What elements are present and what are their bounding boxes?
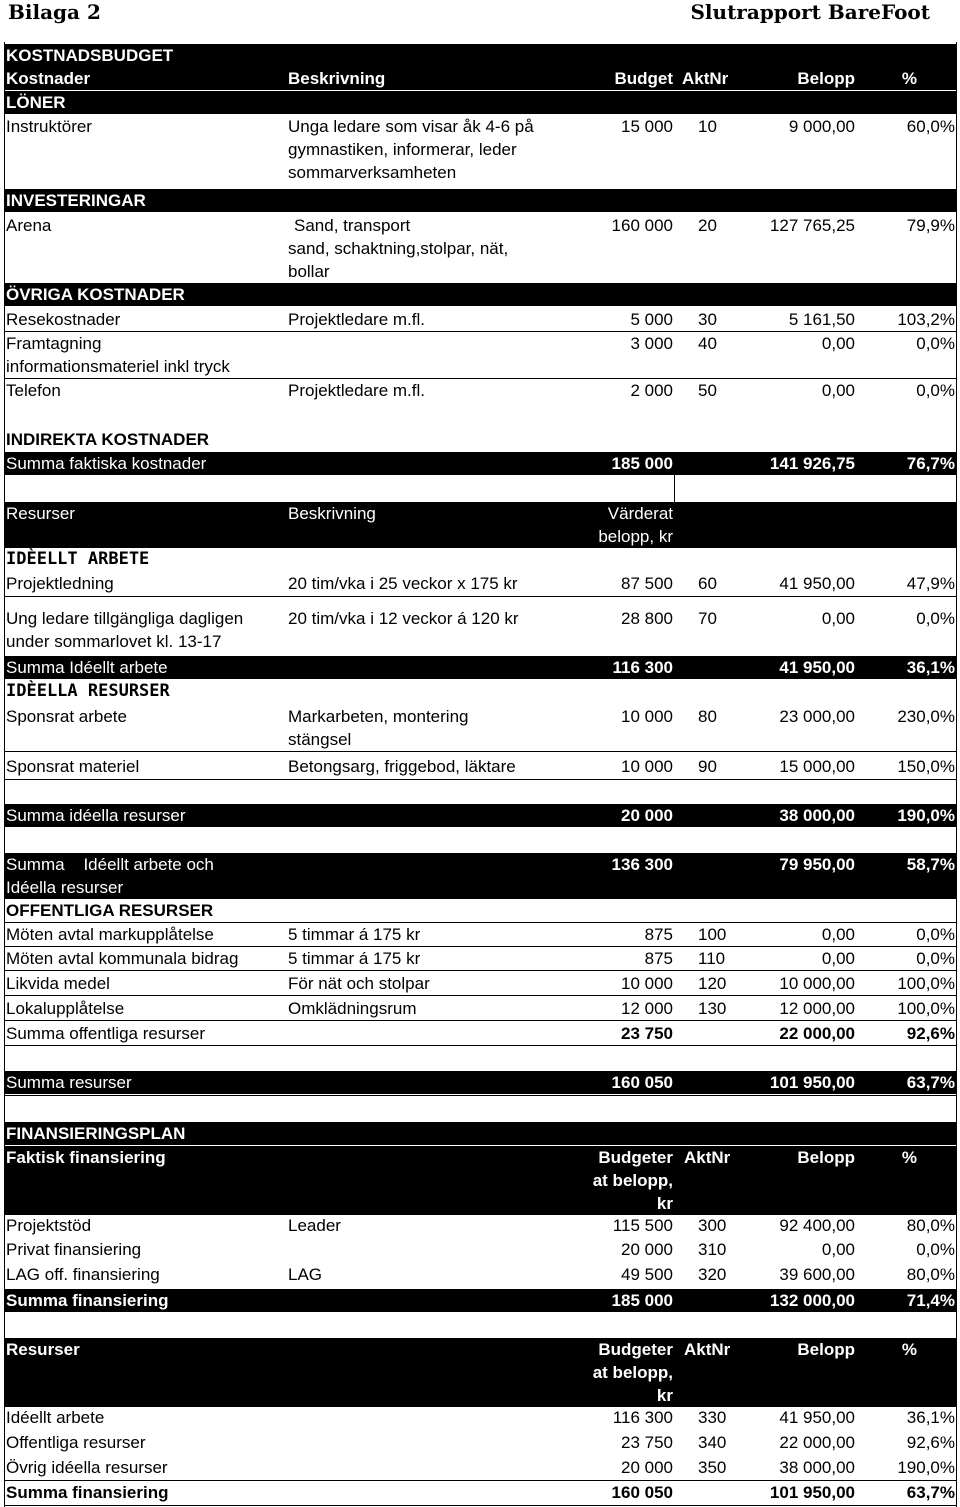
row-budget: 20 000 <box>621 1458 673 1477</box>
row-belopp: 5 161,50 <box>788 310 855 329</box>
row-percent: 60,0% <box>906 117 955 136</box>
table-row <box>4 379 957 402</box>
row-belopp: 0,00 <box>821 949 855 968</box>
total-row <box>4 804 957 827</box>
row-aktnr: 330 <box>698 1408 727 1427</box>
row-percent: 47,9% <box>906 574 955 593</box>
total-row <box>4 452 957 475</box>
row-name: Resekostnader <box>6 310 121 329</box>
row-belopp: 0,00 <box>821 334 855 353</box>
row-name: LAG off. finansiering <box>6 1265 160 1284</box>
total-row <box>4 1071 957 1094</box>
row-name: Sponsrat arbete <box>6 707 127 726</box>
row-budget: 875 <box>644 925 673 944</box>
row-percent: 0,0% <box>916 949 955 968</box>
row-budget: 12 000 <box>621 999 673 1018</box>
total-row <box>4 1289 957 1312</box>
row-belopp: 9 000,00 <box>788 117 855 136</box>
cost-budget-table <box>4 0 957 1507</box>
doc-header-right: Slutrapport BareFoot <box>690 0 930 24</box>
row-desc-line: stängsel <box>288 730 352 749</box>
row-aktnr: 80 <box>698 707 717 726</box>
row-aktnr: 340 <box>698 1433 727 1452</box>
row-budget: 115 500 <box>612 1216 673 1235</box>
total-percent: 63,7% <box>906 1073 955 1092</box>
row-belopp: 0,00 <box>821 925 855 944</box>
section-offentliga-resurser <box>4 899 957 922</box>
row-budget: 2 000 <box>630 381 673 400</box>
row-desc-line: bollar <box>288 262 330 281</box>
total-belopp: 101 950,00 <box>769 1073 855 1092</box>
row-desc: LAG <box>288 1265 323 1284</box>
total-row <box>4 656 957 679</box>
row-percent: 79,9% <box>906 216 955 235</box>
row-desc: 20 tim/vka i 25 veckor x 175 kr <box>288 574 518 593</box>
row-desc: Leader <box>288 1216 341 1235</box>
row-desc: 20 tim/vka i 12 veckor á 120 kr <box>288 609 519 628</box>
row-budget: 15 000 <box>621 117 673 136</box>
total-belopp: 79 950,00 <box>779 855 855 874</box>
col-budgeterat-line: at belopp, <box>592 1363 673 1382</box>
section-ovriga <box>4 283 957 306</box>
row-belopp: 23 000,00 <box>779 707 855 726</box>
row-budget: 20 000 <box>621 1240 673 1259</box>
table-row <box>4 1406 957 1429</box>
row-percent: 0,0% <box>916 1240 955 1259</box>
total-belopp: 101 950,00 <box>769 1483 855 1502</box>
row-desc: 5 timmar á 175 kr <box>288 925 421 944</box>
col-budgeterat-line: kr <box>656 1194 673 1213</box>
row-desc-line: sand, schaktning,stolpar, nät, <box>288 239 509 258</box>
col-budgeterat: Budgeter <box>598 1340 673 1359</box>
row-name: Instruktörer <box>6 117 92 136</box>
row-budget: 116 300 <box>612 1408 673 1427</box>
col-percent: % <box>901 1340 917 1359</box>
row-belopp: 92 400,00 <box>779 1216 855 1235</box>
row-belopp: 38 000,00 <box>779 1458 855 1477</box>
row-aktnr: 20 <box>698 216 717 235</box>
row-budget: 5 000 <box>630 310 673 329</box>
row-name: Framtagning <box>6 334 102 353</box>
col-beskrivning: Beskrivning <box>288 69 386 88</box>
col-belopp: Belopp <box>797 1148 855 1167</box>
table-row <box>4 1238 957 1261</box>
row-belopp: 0,00 <box>821 381 855 400</box>
row-name: Arena <box>6 216 52 235</box>
total-belopp: 38 000,00 <box>779 806 855 825</box>
total-row <box>4 1022 957 1045</box>
row-budget: 10 000 <box>621 757 673 776</box>
row-percent: 80,0% <box>906 1265 955 1284</box>
row-belopp: 15 000,00 <box>779 757 855 776</box>
total-belopp: 41 950,00 <box>779 658 855 677</box>
row-desc: 5 timmar á 175 kr <box>288 949 421 968</box>
row-aktnr: 100 <box>698 925 727 944</box>
row-aktnr: 30 <box>698 310 717 329</box>
row-budget: 875 <box>644 949 673 968</box>
row-percent: 0,0% <box>916 925 955 944</box>
total-percent: 92,6% <box>906 1024 955 1043</box>
row-desc-line: gymnastiken, informerar, leder <box>288 140 517 159</box>
row-aktnr: 10 <box>698 117 717 136</box>
total-row <box>4 1481 957 1504</box>
row-belopp: 22 000,00 <box>779 1433 855 1452</box>
section-label: ÖVRIGA KOSTNADER <box>6 285 185 304</box>
row-aktnr: 60 <box>698 574 717 593</box>
row-name: Möten avtal markupplåtelse <box>6 925 214 944</box>
row-name: Lokalupplåtelse <box>6 999 125 1018</box>
row-belopp: 39 600,00 <box>779 1265 855 1284</box>
row-belopp: 0,00 <box>821 609 855 628</box>
table-row <box>4 1431 957 1454</box>
table-row <box>4 308 957 331</box>
col-belopp: Belopp <box>797 1340 855 1359</box>
row-belopp: 12 000,00 <box>779 999 855 1018</box>
section-label: IDÈELLT ARBETE <box>6 549 150 569</box>
row-percent: 100,0% <box>897 999 955 1018</box>
row-aktnr: 310 <box>698 1240 727 1259</box>
row-percent: 230,0% <box>897 707 955 726</box>
row-budget: 28 800 <box>621 609 673 628</box>
row-name: Ung ledare tillgängliga dagligen <box>6 609 244 628</box>
row-aktnr: 70 <box>698 609 717 628</box>
total-budget: 136 300 <box>611 855 673 874</box>
row-desc: Omklädningsrum <box>288 999 417 1018</box>
col-budgeterat-line: kr <box>656 1386 673 1405</box>
col-kostnader: Kostnader <box>6 69 91 88</box>
col-percent: % <box>901 69 917 88</box>
col-aktnr: AktNr <box>684 1340 731 1359</box>
col-resurser: Resurser <box>6 1340 80 1359</box>
row-name: Privat finansiering <box>6 1240 142 1259</box>
row-name: Projektstöd <box>6 1216 92 1235</box>
total-percent: 190,0% <box>897 806 955 825</box>
col-budgeterat-line: at belopp, <box>592 1171 673 1190</box>
col-budget: Budget <box>614 69 673 88</box>
total-belopp: 141 926,75 <box>769 454 855 473</box>
row-name: Offentliga resurser <box>6 1433 146 1452</box>
table-row <box>4 923 957 946</box>
row-name: Telefon <box>6 381 61 400</box>
total-label: Summa idéella resurser <box>6 806 186 825</box>
row-name: Likvida medel <box>6 974 110 993</box>
row-aktnr: 90 <box>698 757 717 776</box>
row-desc: Betongsarg, friggebod, läktare <box>288 757 516 776</box>
total-label: Summa Idéellt arbete <box>6 658 168 677</box>
total-label: Summa finansiering <box>6 1291 169 1310</box>
row-desc: Projektledare m.fl. <box>288 310 425 329</box>
total-budget: 23 750 <box>621 1024 673 1043</box>
row-percent: 80,0% <box>906 1216 955 1235</box>
total-percent: 76,7% <box>906 454 955 473</box>
table-row <box>4 972 957 995</box>
section-label: IDÈELLA RESURSER <box>6 681 170 701</box>
row-aktnr: 300 <box>698 1216 727 1235</box>
row-aktnr: 110 <box>698 949 726 968</box>
doc-header-left: Bilaga 2 <box>8 0 101 24</box>
row-desc: Markarbeten, montering <box>288 707 469 726</box>
row-name-line: informationsmateriel inkl tryck <box>6 357 230 376</box>
total-budget: 160 050 <box>611 1483 673 1502</box>
total-budget: 160 050 <box>611 1073 673 1092</box>
col-varderat: Värderat <box>607 504 673 523</box>
row-belopp: 41 950,00 <box>779 1408 855 1427</box>
section-loner <box>4 91 957 114</box>
cost-title: KOSTNADSBUDGET <box>6 46 174 65</box>
row-budget: 87 500 <box>621 574 673 593</box>
table-row <box>4 755 957 778</box>
table-row <box>4 1456 957 1479</box>
col-resurser: Resurser <box>6 504 75 523</box>
row-aktnr: 50 <box>698 381 717 400</box>
col-faktisk-finansiering: Faktisk finansiering <box>6 1148 166 1167</box>
row-desc: Unga ledare som visar åk 4-6 på <box>288 117 534 136</box>
row-desc: Projektledare m.fl. <box>288 381 425 400</box>
section-label: LÖNER <box>6 93 66 112</box>
row-percent: 0,0% <box>916 609 955 628</box>
row-budget: 10 000 <box>621 707 673 726</box>
cost-title-row <box>4 44 957 67</box>
total-label: Summa offentliga resurser <box>6 1024 206 1043</box>
row-name: Idéellt arbete <box>6 1408 105 1427</box>
section-label: INVESTERINGAR <box>6 191 146 210</box>
col-beskrivning: Beskrivning <box>288 504 376 523</box>
financing-title: FINANSIERINGSPLAN <box>6 1124 186 1143</box>
section-label: OFFENTLIGA RESURSER <box>6 901 214 920</box>
row-percent: 150,0% <box>897 757 955 776</box>
row-aktnr: 350 <box>698 1458 727 1477</box>
total-belopp: 22 000,00 <box>779 1024 855 1043</box>
total-budget: 185 000 <box>611 1291 673 1310</box>
row-aktnr: 40 <box>698 334 717 353</box>
total-budget: 20 000 <box>621 806 673 825</box>
row-desc-line: sommarverksamheten <box>288 163 457 182</box>
financing-title-row <box>4 1122 957 1145</box>
row-budget: 23 750 <box>621 1433 673 1452</box>
row-name-line: under sommarlovet kl. 13-17 <box>6 632 222 651</box>
total-percent: 71,4% <box>906 1291 955 1310</box>
row-budget: 49 500 <box>621 1265 673 1284</box>
total-label-line: Idéella resurser <box>6 878 124 897</box>
row-percent: 100,0% <box>897 974 955 993</box>
total-budget: 185 000 <box>611 454 673 473</box>
row-budget: 10 000 <box>621 974 673 993</box>
section-indirekta <box>4 428 957 451</box>
section-ideella-resurser <box>4 680 957 703</box>
col-budgeterat: Budgeter <box>598 1148 673 1167</box>
total-label: Summa finansiering <box>6 1483 169 1502</box>
row-name: Möten avtal kommunala bidrag <box>6 949 239 968</box>
table-row <box>4 1214 957 1237</box>
col-aktnr: AktNr <box>682 69 729 88</box>
row-name: Projektledning <box>6 574 114 593</box>
row-percent: 0,0% <box>916 381 955 400</box>
total-budget: 116 300 <box>612 658 673 677</box>
table-row <box>4 997 957 1020</box>
row-belopp: 41 950,00 <box>779 574 855 593</box>
total-label: Summa faktiska kostnader <box>6 454 207 473</box>
total-percent: 63,7% <box>906 1483 955 1502</box>
row-belopp: 127 765,25 <box>769 216 855 235</box>
row-belopp: 10 000,00 <box>779 974 855 993</box>
row-percent: 0,0% <box>916 334 955 353</box>
section-label: INDIREKTA KOSTNADER <box>6 430 210 449</box>
row-percent: 36,1% <box>906 1408 955 1427</box>
cost-header-row <box>4 67 957 90</box>
total-label: Summa Idéellt arbete och <box>6 855 214 874</box>
row-desc: Sand, transport <box>294 216 411 235</box>
row-budget: 3 000 <box>630 334 673 353</box>
row-percent: 190,0% <box>897 1458 955 1477</box>
row-aktnr: 130 <box>698 999 727 1018</box>
row-aktnr: 120 <box>698 974 727 993</box>
total-percent: 58,7% <box>906 855 955 874</box>
section-ideellt-arbete <box>4 548 957 571</box>
table-row <box>4 1263 957 1286</box>
row-name: Övrig idéella resurser <box>6 1458 168 1477</box>
row-aktnr: 320 <box>698 1265 727 1284</box>
total-label: Summa resurser <box>6 1073 132 1092</box>
row-desc: För nät och stolpar <box>288 974 430 993</box>
total-percent: 36,1% <box>906 658 955 677</box>
row-belopp: 0,00 <box>821 1240 855 1259</box>
table-row <box>4 947 957 970</box>
col-aktnr: AktNr <box>684 1148 731 1167</box>
col-varderat-line: belopp, kr <box>598 527 673 546</box>
col-percent: % <box>901 1148 917 1167</box>
row-percent: 103,2% <box>897 310 955 329</box>
col-belopp: Belopp <box>797 69 855 88</box>
row-name: Sponsrat materiel <box>6 757 140 776</box>
total-belopp: 132 000,00 <box>769 1291 855 1310</box>
section-investeringar <box>4 189 957 212</box>
row-percent: 92,6% <box>906 1433 955 1452</box>
table-row <box>4 572 957 595</box>
row-budget: 160 000 <box>611 216 673 235</box>
